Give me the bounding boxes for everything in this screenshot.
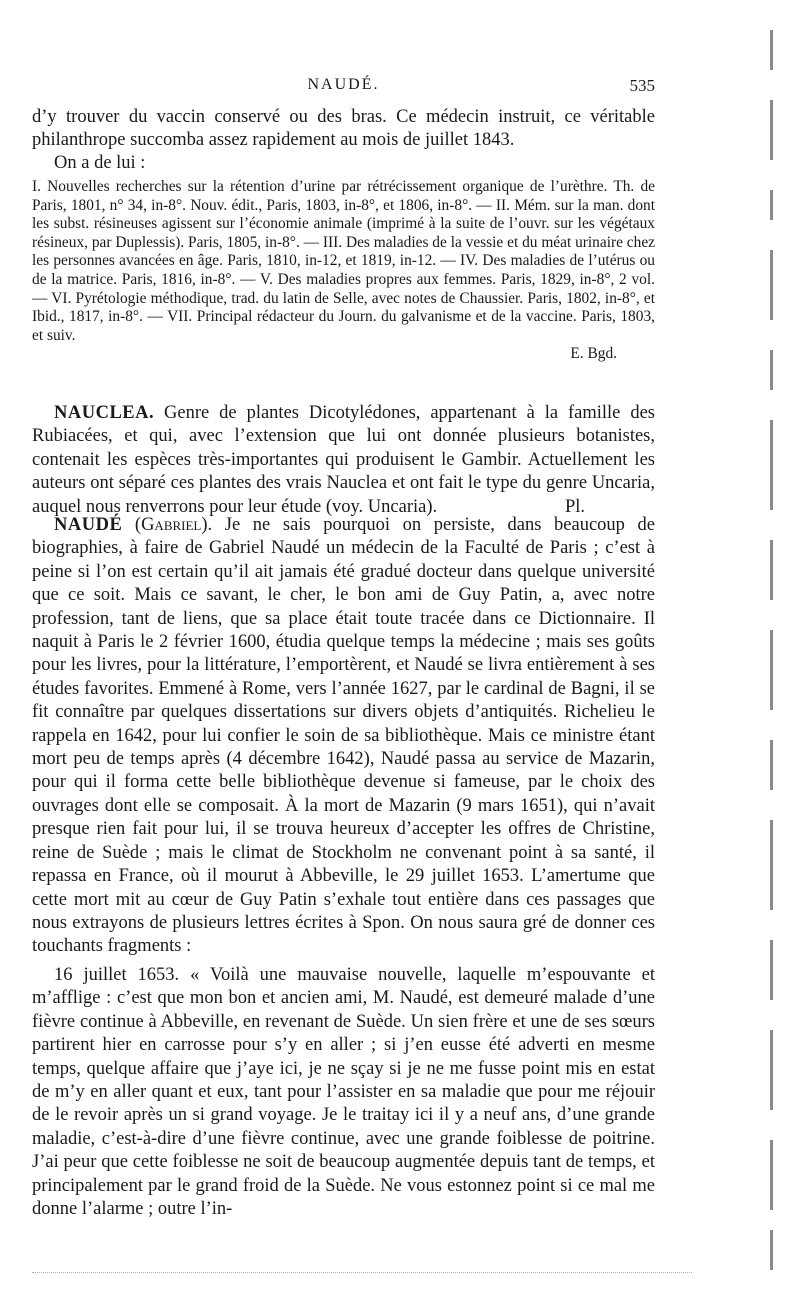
bibliography-note (32, 178, 655, 364)
paragraph-vaccin: d’y trouver du vaccin conservé ou des bras. Ce médecin instruit, ce véritable philanthrope succomba assez rapidement au mois de juillet 1843. (32, 107, 655, 151)
running-head (32, 76, 655, 102)
scan-footer-dots (32, 1270, 692, 1273)
running-title: NAUDÉ. (307, 76, 380, 93)
entry-headword-nauclea: NAUCLEA. (54, 403, 155, 423)
patin-letter-quote: 16 juillet 1653. « Voilà une mauvaise nouvelle, laquelle m’espouvante et m’afflige : c’est que mon bon et ancien ami, M. Naudé, est demeuré malade d’une fièvre continue à Abbeville, en revenant de Suède. Un sien frère et une de ses sœurs partirent hier en carrosse pour s’y en aller ; si j’en eusse été adverti en mesme temps, quelque affaire que j’aye ici, je ne sçay si je ne me fusse point mis en estat de m’y en aller quant et eux, tant pour l’assister en sa maladie que pour me réjouir de le revoir après un si grand voyage. Je le traitay ici il y a neuf ans, d’une grande maladie, c’est-à-dire d’une fièvre continue, avec une grande foiblesse de poitrine. J’ai peur que cette foiblesse ne soit de beaucoup augmentée depuis tant de temps, et principalement par le grand froid de la Suède. Ne vous estonnez point si ce mal me donne l’alarme ; outre l’in- (32, 965, 655, 1220)
paragraph-on-a-de-lui: On a de lui : (54, 153, 146, 173)
scan-edge-marks (766, 20, 780, 1280)
entry-nauclea (32, 402, 655, 519)
bibliography-signature: E. Bgd. (570, 345, 617, 363)
bibliography-text: I. Nouvelles recherches sur la rétention d’urine par rétrécissement organique de l’urèthre. Th. de Paris, 1801, n° 34, in-8°. Nouv. édit., Paris, 1803, in-8°, et 1806, in-8°. — II. Mém. sur la man. dont les subst. résineuses agissent sur l’économie animale (imprimé à la suite de l’ouvr. sur les végétaux résineux, par Duplessis). Paris, 1805, in-8°. — III. Des maladies de la vessie et du méat urinaire chez les personnes avancées en âge. Paris, 1810, in-12, et 1819, in-12. — IV. Des maladies de l’utérus ou de la matrice. Paris, 1816, in-8°. — V. Des maladies propres aux femmes. Paris, 1829, in-8°, 2 vol. — VI. Pyrétologie méthodique, trad. du latin de Selle, avec notes de Chaussier. Paris, 1802, in-8°, et Ibid., 1817, in-8°. — VII. Principal rédacteur du Journ. du galvanisme et de la vaccine. Paris, 1803, et suiv. (32, 178, 655, 344)
entry-headword-naude: NAUDÉ (54, 515, 123, 535)
entry-signature-nauclea: Pl. (564, 496, 585, 517)
page-number: 535 (629, 76, 655, 95)
entry-text-naude: Je ne sais pourquoi on persiste, dans beaucoup de biographies, à faire de Gabriel Naudé un médecin de la Faculté de Paris ; c’est à peine si l’on est certain qu’il ait jamais été gradué docteur dans quelque université que ce soit. Mais ce savant, le cher, le bon ami de Guy Patin, a, avec notre profession, tant de liens, que sa place était toute tracée dans ce Dictionnaire. Il naquit à Paris le 2 février 1600, étudia quelque temps la médecine ; mais ses goûts pour les livres, pour la littérature, l’emportèrent, et Naudé se livra entièrement à ses études favorites. Emmené à Rome, vers l’année 1627, par le cardinal de Bagni, il se fit connaître par quelques dissertations sur divers objets d’antiquités. Richelieu le rappela en 1642, pour lui confier le soin de sa bibliothèque. Mais ce ministre étant mort peu de temps après (4 décembre 1642), Naudé passa au service de Mazarin, pour qui il forma cette belle bibliothèque devenue si fameuse, par le choix des ouvrages dont elle se composait. À la mort de Mazarin (9 mars 1651), qui n’avait presque rien fait pour lui, il se trouva heureux d’accepter les offres de Christine, reine de Suède ; mais le climat de Stockholm ne convenant point à sa santé, il repassa en France, où il mourut à Abbeville, le 29 juillet 1653. L’amertume que cette mort mit au cœur de Guy Patin s’exhale tout entière dans ces passages que nous extrayons de plusieurs lettres écrites à Spon. On nous saura gré de donner ces touchants fragments : (32, 515, 656, 957)
entry-naude (32, 514, 655, 959)
entry-forename-naude: (Gabriel). (134, 515, 213, 535)
entry-text-nauclea: Genre de plantes Dicotylédones, appartenant à la famille des Rubiacées, et qui, avec l’extension que lui ont donnée plusieurs botanistes, contenait les espèces très-importantes qui produisent le Gambir. Actuellement les auteurs ont séparé ces plantes des vrais Nauclea et ont fait le type du genre Uncaria, auquel nous renverrons pour leur étude (voy. Uncaria). (32, 403, 655, 517)
